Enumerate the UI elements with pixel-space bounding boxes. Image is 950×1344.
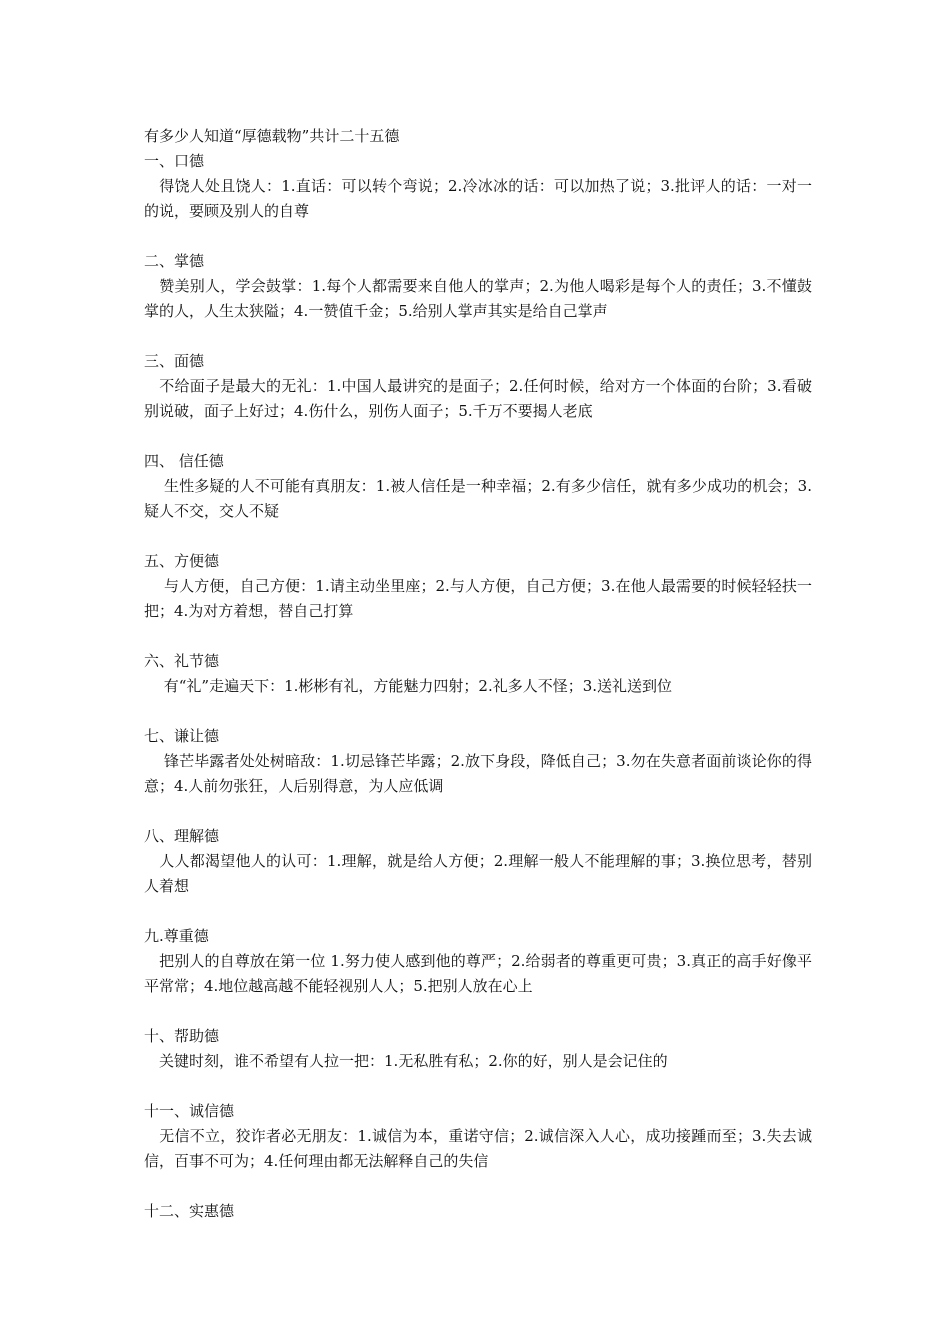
section-xin-ren-de bbox=[144, 449, 812, 524]
section-heading: 四、 信任德 bbox=[144, 452, 224, 470]
section-li-jie-de-etiquette bbox=[144, 649, 812, 699]
document-title: 有多少人知道“厚德载物”共计二十五德 bbox=[144, 127, 400, 145]
section-body: 人人都渴望他人的认可：1.理解，就是给人方便；2.理解一般人不能理解的事；3.换位思考，替别人着想 bbox=[144, 852, 812, 895]
section-qian-rang-de bbox=[144, 724, 812, 799]
section-body: 锋芒毕露者处处树暗敌：1.切忌锋芒毕露；2.放下身段，降低自己；3.勿在失意者面前谈论你的得意；4.人前勿张狂，人后别得意，为人应低调 bbox=[144, 752, 812, 795]
section-body: 生性多疑的人不可能有真朋友：1.被人信任是一种幸福；2.有多少信任，就有多少成功的机会；3.疑人不交，交人不疑 bbox=[144, 477, 812, 520]
document-page bbox=[144, 124, 812, 1224]
section-heading: 九.尊重德 bbox=[144, 927, 209, 945]
section-body: 得饶人处且饶人：1.直话：可以转个弯说；2.冷冰冰的话：可以加热了说；3.批评人的话：一对一的说，要顾及别人的自尊 bbox=[144, 177, 812, 220]
section-kou-de bbox=[144, 149, 812, 224]
section-body: 无信不立，狡诈者必无朋友：1.诚信为本，重诺守信；2.诚信深入人心，成功接踵而至；3.失去诚信，百事不可为；4.任何理由都无法解释自己的失信 bbox=[144, 1127, 812, 1170]
section-heading: 七、谦让德 bbox=[144, 727, 220, 745]
section-heading: 三、面德 bbox=[144, 352, 205, 370]
section-heading: 一、口德 bbox=[144, 152, 205, 170]
section-body: 把别人的自尊放在第一位 1.努力使人感到他的尊严；2.给弱者的尊重更可贵；3.真正的高手好像平平常常；4.地位越高越不能轻视别人人；5.把别人放在心上 bbox=[144, 952, 812, 995]
section-li-jie-de-understanding bbox=[144, 824, 812, 899]
section-zhang-de bbox=[144, 249, 812, 324]
section-fang-bian-de bbox=[144, 549, 812, 624]
section-heading: 二、掌德 bbox=[144, 252, 205, 270]
section-body: 关键时刻，谁不希望有人拉一把：1.无私胜有私；2.你的好，别人是会记住的 bbox=[144, 1052, 668, 1070]
section-zun-zhong-de bbox=[144, 924, 812, 999]
section-shi-hui-de bbox=[144, 1199, 812, 1224]
section-bang-zhu-de bbox=[144, 1024, 812, 1074]
section-body: 不给面子是最大的无礼：1.中国人最讲究的是面子；2.任何时候，给对方一个体面的台阶；3.看破别说破，面子上好过；4.伤什么，别伤人面子；5.千万不要揭人老底 bbox=[144, 377, 812, 420]
section-heading: 八、理解德 bbox=[144, 827, 220, 845]
section-heading: 六、礼节德 bbox=[144, 652, 220, 670]
section-body: 有“礼”走遍天下：1.彬彬有礼，方能魅力四射；2.礼多人不怪；3.送礼送到位 bbox=[144, 677, 673, 695]
section-mian-de bbox=[144, 349, 812, 424]
section-body: 与人方便，自己方便：1.请主动坐里座；2.与人方便，自己方便；3.在他人最需要的时候轻轻扶一把；4.为对方着想，替自己打算 bbox=[144, 577, 812, 620]
section-cheng-xin-de bbox=[144, 1099, 812, 1174]
section-body: 赞美别人，学会鼓掌：1.每个人都需要来自他人的掌声；2.为他人喝彩是每个人的责任；3.不懂鼓掌的人，人生太狭隘；4.一赞值千金；5.给别人掌声其实是给自己掌声 bbox=[144, 277, 812, 320]
section-heading: 十、帮助德 bbox=[144, 1027, 220, 1045]
section-heading: 五、方便德 bbox=[144, 552, 220, 570]
section-heading: 十二、实惠德 bbox=[144, 1202, 235, 1220]
section-heading: 十一、诚信德 bbox=[144, 1102, 235, 1120]
